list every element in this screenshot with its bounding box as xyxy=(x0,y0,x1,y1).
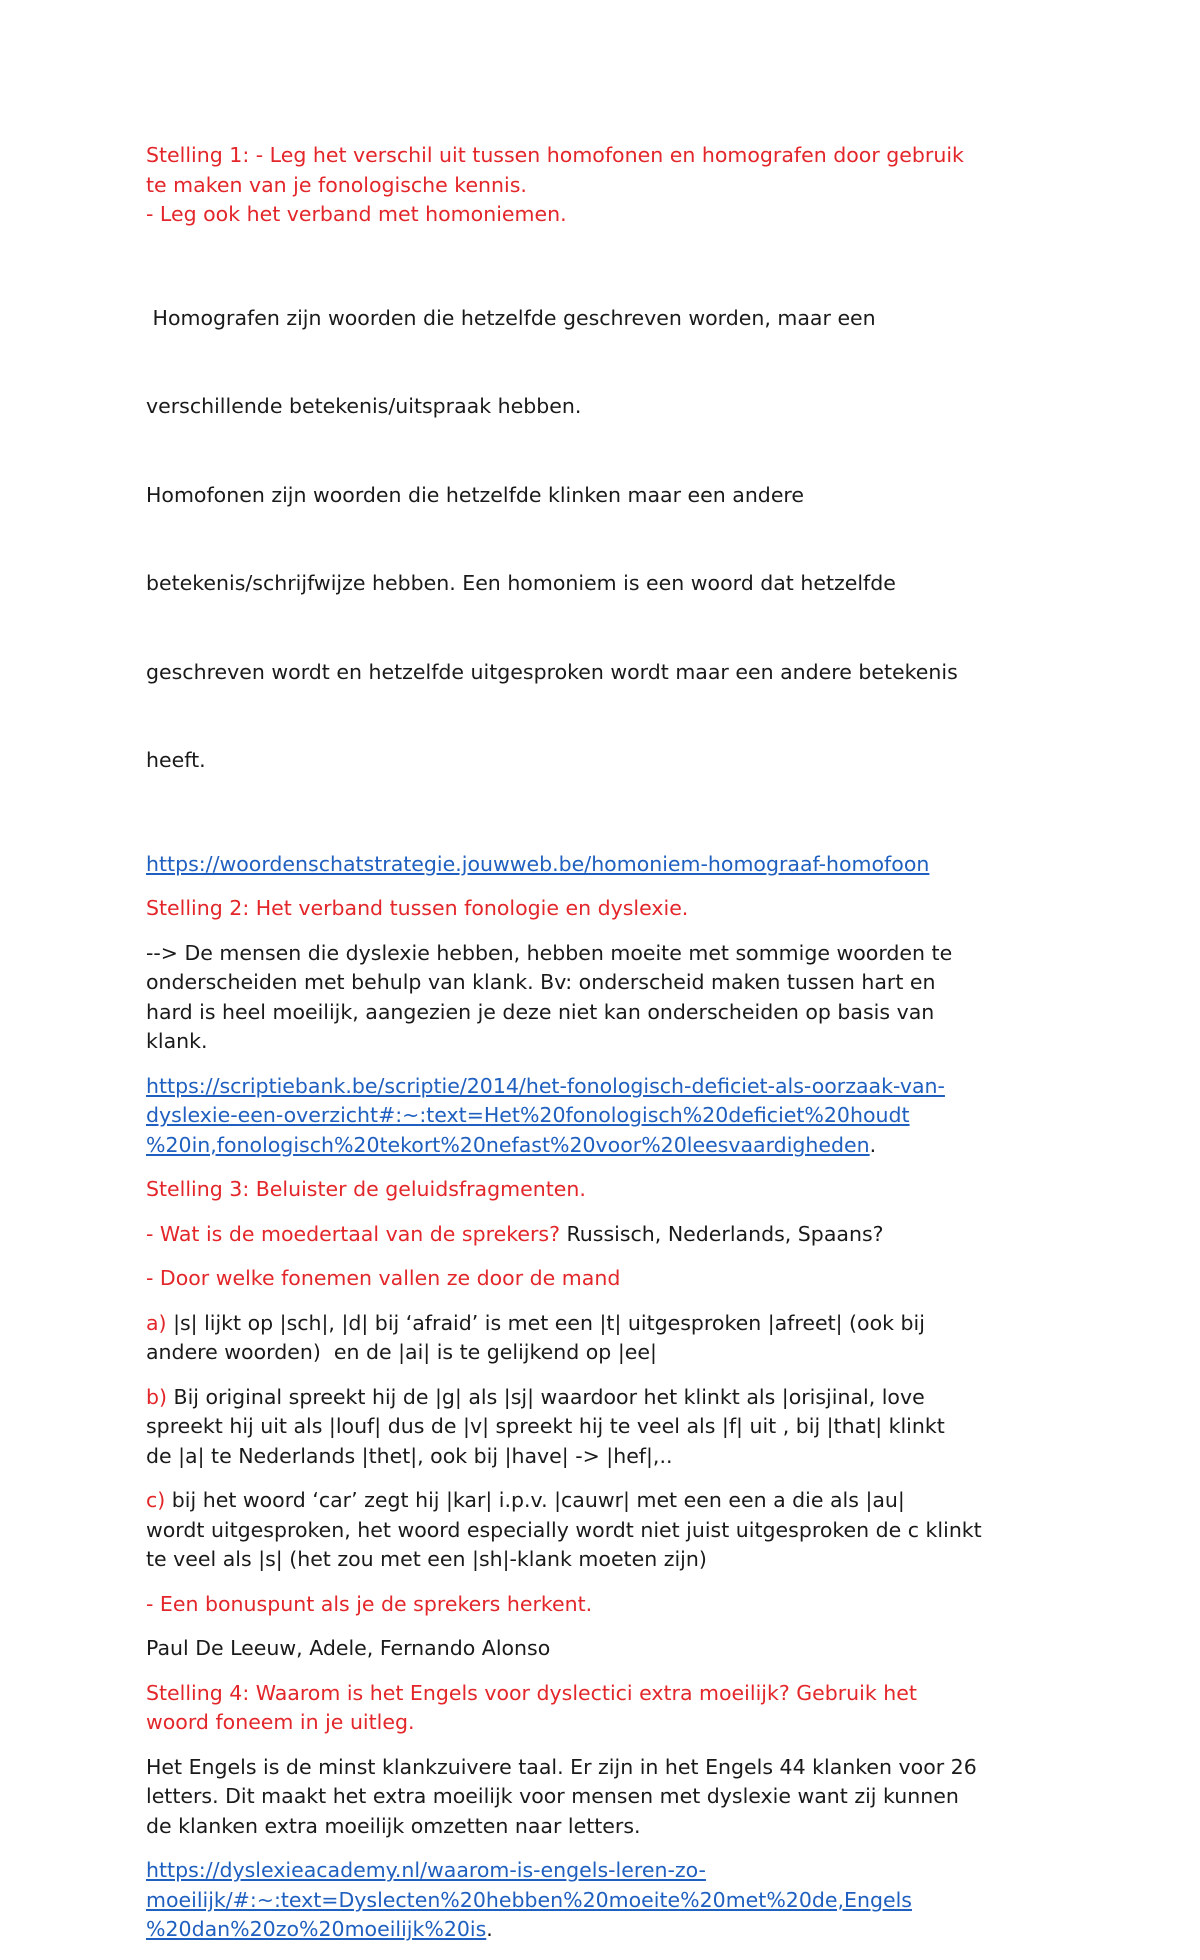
answer-line: te veel als |s| (het zou met een |sh|-klank moeten zijn) xyxy=(146,1547,707,1571)
answer-line: onderscheiden met behulp van klank. Bv: onderscheid maken tussen hart en xyxy=(146,970,936,994)
answer-line: verschillende betekenis/uitspraak hebben. xyxy=(146,394,582,418)
heading-line: Stelling 4: Waarom is het Engels voor dyslectici extra moeilijk? Gebruik het xyxy=(146,1680,917,1705)
answer-line: Bij original spreekt hij de |g| als |sj| waardoor het klinkt als |orisjinal, love xyxy=(167,1384,925,1409)
answer-line: Homografen zijn woorden die hetzelfde geschreven worden, maar een xyxy=(146,305,876,330)
link-line: dyslexie-een-overzicht#:~:text=Het%20fonologisch%20deficiet%20houdt xyxy=(146,1103,910,1127)
heading-line: - Leg ook het verband met homoniemen. xyxy=(146,202,567,226)
answer-line: klank. xyxy=(146,1029,208,1053)
source-link[interactable] xyxy=(146,1856,1081,1941)
answer-line: bij het woord ‘car’ zegt hij |kar| i.p.v. |cauwr| met een een a die als |au| xyxy=(165,1488,905,1512)
stelling-3-heading: Stelling 3: Beluister de geluidsfragmenten. xyxy=(146,1177,586,1201)
answer-line: Homofonen zijn woorden die hetzelfde klinken maar een andere xyxy=(146,482,805,507)
link-line: https://dyslexieacademy.nl/waarom-is-engels-leren-zo- xyxy=(146,1858,706,1882)
answer-line: hard is heel moeilijk, aangezien je deze niet kan onderscheiden op basis van xyxy=(146,999,935,1024)
answer-label: a) xyxy=(146,1310,167,1335)
answer-label: c) xyxy=(146,1488,166,1512)
answer-b xyxy=(146,1383,1081,1472)
answer-line: heeft. xyxy=(146,748,206,772)
stelling-4-source xyxy=(146,1856,1081,1945)
bonus-answer: Paul De Leeuw, Adele, Fernando Alonso xyxy=(146,1636,551,1660)
answer-line: wordt uitgesproken, het woord especially wordt niet juist uitgesproken de c klinkt xyxy=(146,1517,982,1542)
link-suffix: . xyxy=(486,1917,493,1941)
link-line: %20in,fonologisch%20tekort%20nefast%20voor%20leesvaardigheden xyxy=(146,1132,870,1157)
answer-line: |s| lijkt op |sch|, |d| bij ‘afraid’ is met een |t| uitgesproken |afreet| (ook bij xyxy=(166,1310,925,1335)
link-line: moeilijk/#:~:text=Dyslecten%20hebben%20moeite%20met%20de,Engels xyxy=(146,1887,912,1912)
answer-line: --> De mensen die dyslexie hebben, hebben moeite met sommige woorden te xyxy=(146,940,953,965)
answer-label: b) xyxy=(146,1384,168,1409)
heading-line: Stelling 1: - Leg het verschil uit tussen homofonen en homografen door gebruik xyxy=(146,143,964,167)
stelling-2-source xyxy=(146,1072,1081,1161)
stelling-1-heading xyxy=(146,141,1081,230)
document-page xyxy=(146,141,1081,1960)
answer-line: betekenis/schrijfwijze hebben. Een homoniem is een woord dat hetzelfde xyxy=(146,571,896,595)
heading-line: te maken van je fonologische kennis. xyxy=(146,172,527,197)
link-suffix: . xyxy=(869,1132,877,1157)
bonus-question: - Een bonuspunt als je de sprekers herkent. xyxy=(146,1591,593,1616)
answer-line: spreekt hij uit als |louf| dus de |v| spreekt hij te veel als |f| uit , bij |that| klinkt xyxy=(146,1414,945,1438)
stelling-1-source xyxy=(146,850,1081,880)
link-line: https://scriptiebank.be/scriptie/2014/het-fonologisch-deficiet-als-oorzaak-van- xyxy=(146,1073,945,1098)
answer-c xyxy=(146,1486,1081,1575)
answer-line: de klanken extra moeilijk omzetten naar letters. xyxy=(146,1813,641,1838)
answer-line: de |a| te Nederlands |thet|, ook bij |have| -> |hef|,.. xyxy=(146,1443,673,1468)
answer-a xyxy=(146,1309,1081,1368)
source-link[interactable]: https://woordenschatstrategie.jouwweb.be/homoniem-homograaf-homofoon xyxy=(146,851,930,876)
stelling-2-answer xyxy=(146,939,1081,1057)
answer-line: letters. Dit maakt het extra moeilijk voor mensen met dyslexie want zij kunnen xyxy=(146,1784,959,1808)
question-mother-tongue xyxy=(146,1220,1081,1250)
answer-line: geschreven wordt en hetzelfde uitgesproken wordt maar een andere betekenis xyxy=(146,659,958,684)
stelling-4-answer xyxy=(146,1753,1081,1842)
question-phonemes: - Door welke fonemen vallen ze door de mand xyxy=(146,1266,621,1290)
source-link[interactable] xyxy=(146,1072,1081,1157)
question-label: - Wat is de moedertaal van de sprekers? xyxy=(146,1221,560,1246)
stelling-1-answer xyxy=(146,245,1081,835)
question-answer: Russisch, Nederlands, Spaans? xyxy=(559,1221,884,1246)
answer-line: andere woorden) en de |ai| is te gelijkend op |ee| xyxy=(146,1340,657,1364)
answer-line: Het Engels is de minst klankzuivere taal. Er zijn in het Engels 44 klanken voor 26 xyxy=(146,1754,977,1779)
heading-line: woord foneem in je uitleg. xyxy=(146,1710,415,1734)
stelling-2-heading: Stelling 2: Het verband tussen fonologie en dyslexie. xyxy=(146,896,689,920)
link-line: %20dan%20zo%20moeilijk%20is xyxy=(146,1917,487,1941)
stelling-4-heading xyxy=(146,1679,1081,1738)
